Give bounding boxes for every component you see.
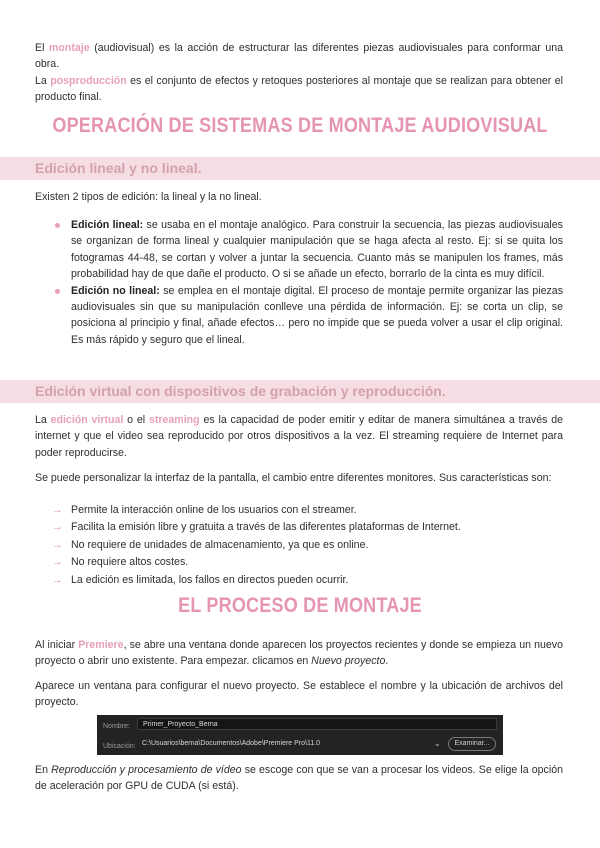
name-label: Nombre: bbox=[103, 723, 130, 730]
intro-paragraphs bbox=[35, 40, 563, 106]
new-project-dialog-screenshot bbox=[97, 715, 503, 755]
list-item-edicion-no-lineal: Edición no lineal: se emplea en el montaje digital. El proceso de montaje permite organizar las piezas audiovisuales sin que su manipulación conlleve una pérdida de información. Ej: se corta un clip, se posiciona al principio y final, añade efectos… pero no impide que se pueda volver a usar el clip original. Es más rápido y seguro que el lineal. bbox=[35, 283, 563, 349]
term-edicion-virtual: edición virtual bbox=[50, 414, 124, 426]
term-premiere: Premiere bbox=[78, 639, 124, 651]
arrow-right-icon: → bbox=[52, 521, 63, 534]
streaming-paragraph: La edición virtual o el streaming es la capacidad de poder emitir y editar de manera simultánea a través de internet y que el video sea reproducido por otros dispositivos a la vez. El streaming requiere de Internet para poder reproducirse. bbox=[35, 414, 564, 459]
streaming-features-list bbox=[35, 502, 563, 589]
arrow-right-icon: → bbox=[52, 556, 63, 569]
edition-types-list bbox=[35, 217, 563, 348]
arrow-right-icon: → bbox=[52, 504, 63, 516]
term-streaming: streaming bbox=[148, 414, 200, 426]
term-montaje: montaje bbox=[49, 42, 90, 54]
bullet-dot-icon bbox=[55, 223, 60, 228]
chevron-down-icon: ⌄ bbox=[434, 739, 441, 748]
intro-posproduccion-paragraph: La posproducción es el conjunto de efectos y retoques posteriores al montaje que se realizan para obtener el producto final. bbox=[35, 74, 563, 104]
list-item: → Permite la interacción online de los usuarios con el streamer. bbox=[35, 502, 563, 519]
list-item: → No requiere de unidades de almacenamiento, ya que es online. bbox=[35, 537, 563, 554]
intro-montaje-paragraph: El montaje (audiovisual) es la acción de estructurar las diferentes piezas audiovisuales para conformar una obra. bbox=[35, 42, 563, 71]
project-name-field: Primer_Proyecto_Berna bbox=[137, 718, 497, 730]
list-item-edicion-lineal: Edición lineal: se usaba en el montaje analógico. Para construir la secuencia, las piezas audiovisuales se organizan de forma lineal y cualquier manipulación que se haga afecta al resto. Ej: si se quita los fotogramas 44-48, se cortan y volver a juntar la secuencia. Cuanto más se manipulen los frames, más probabilidad hay de que dañe el producto. O si se añade un efecto, borrarlo de la cinta es muy difícil. bbox=[35, 217, 563, 283]
bullet-dot-icon bbox=[55, 289, 60, 294]
arrow-right-icon: → bbox=[52, 538, 63, 551]
list-item: → Facilita la emisión libre y gratuita a través de las diferentes plataformas de Internet. bbox=[35, 519, 563, 536]
arrow-right-icon: → bbox=[52, 573, 63, 586]
term-posproduccion: posproducción bbox=[50, 74, 127, 87]
list-item: → No requiere altos costes. bbox=[35, 554, 563, 571]
section-title-edicion-lineal: Edición lineal y no lineal. bbox=[0, 157, 600, 180]
list-item: → La edición es limitada, los fallos en directos pueden ocurrir. bbox=[35, 572, 563, 589]
heading-proceso-montaje: EL PROCESO DE MONTAJE bbox=[178, 594, 422, 617]
premiere-paragraph: Al iniciar Premiere, se abre una ventana donde aparecen los proyectos recientes y donde se empieza un nuevo proyecto o abrir uno existente. Para empezar. clicamos en Nuevo proyecto. bbox=[35, 639, 563, 668]
section1-intro: Existen 2 tipos de edición: la lineal y la no lineal. bbox=[35, 191, 262, 203]
playback-paragraph: En Reproducción y procesamiento de vídeo se escoge con que se van a procesar los videos. Se elige la opción de aceleración por GPU de CUDA (si está). bbox=[35, 764, 563, 793]
heading-operacion-sistemas: OPERACIÓN DE SISTEMAS DE MONTAJE AUDIOVISUAL bbox=[52, 114, 548, 137]
location-label: Ubicación: bbox=[103, 743, 136, 750]
project-location-field: C:\Usuarios\berna\Documentos\Adobe\Premiere Pro\11.0 bbox=[142, 740, 321, 747]
browse-button: Examinar... bbox=[448, 737, 496, 751]
new-project-paragraph: Aparece un ventana para configurar el nuevo proyecto. Se establece el nombre y la ubicación de archivos del proyecto. bbox=[35, 680, 563, 709]
interface-paragraph: Se puede personalizar la interfaz de la pantalla, el cambio entre diferentes monitores. Sus características son: bbox=[35, 472, 552, 484]
section-title-edicion-virtual: Edición virtual con dispositivos de grabación y reproducción. bbox=[0, 380, 600, 403]
